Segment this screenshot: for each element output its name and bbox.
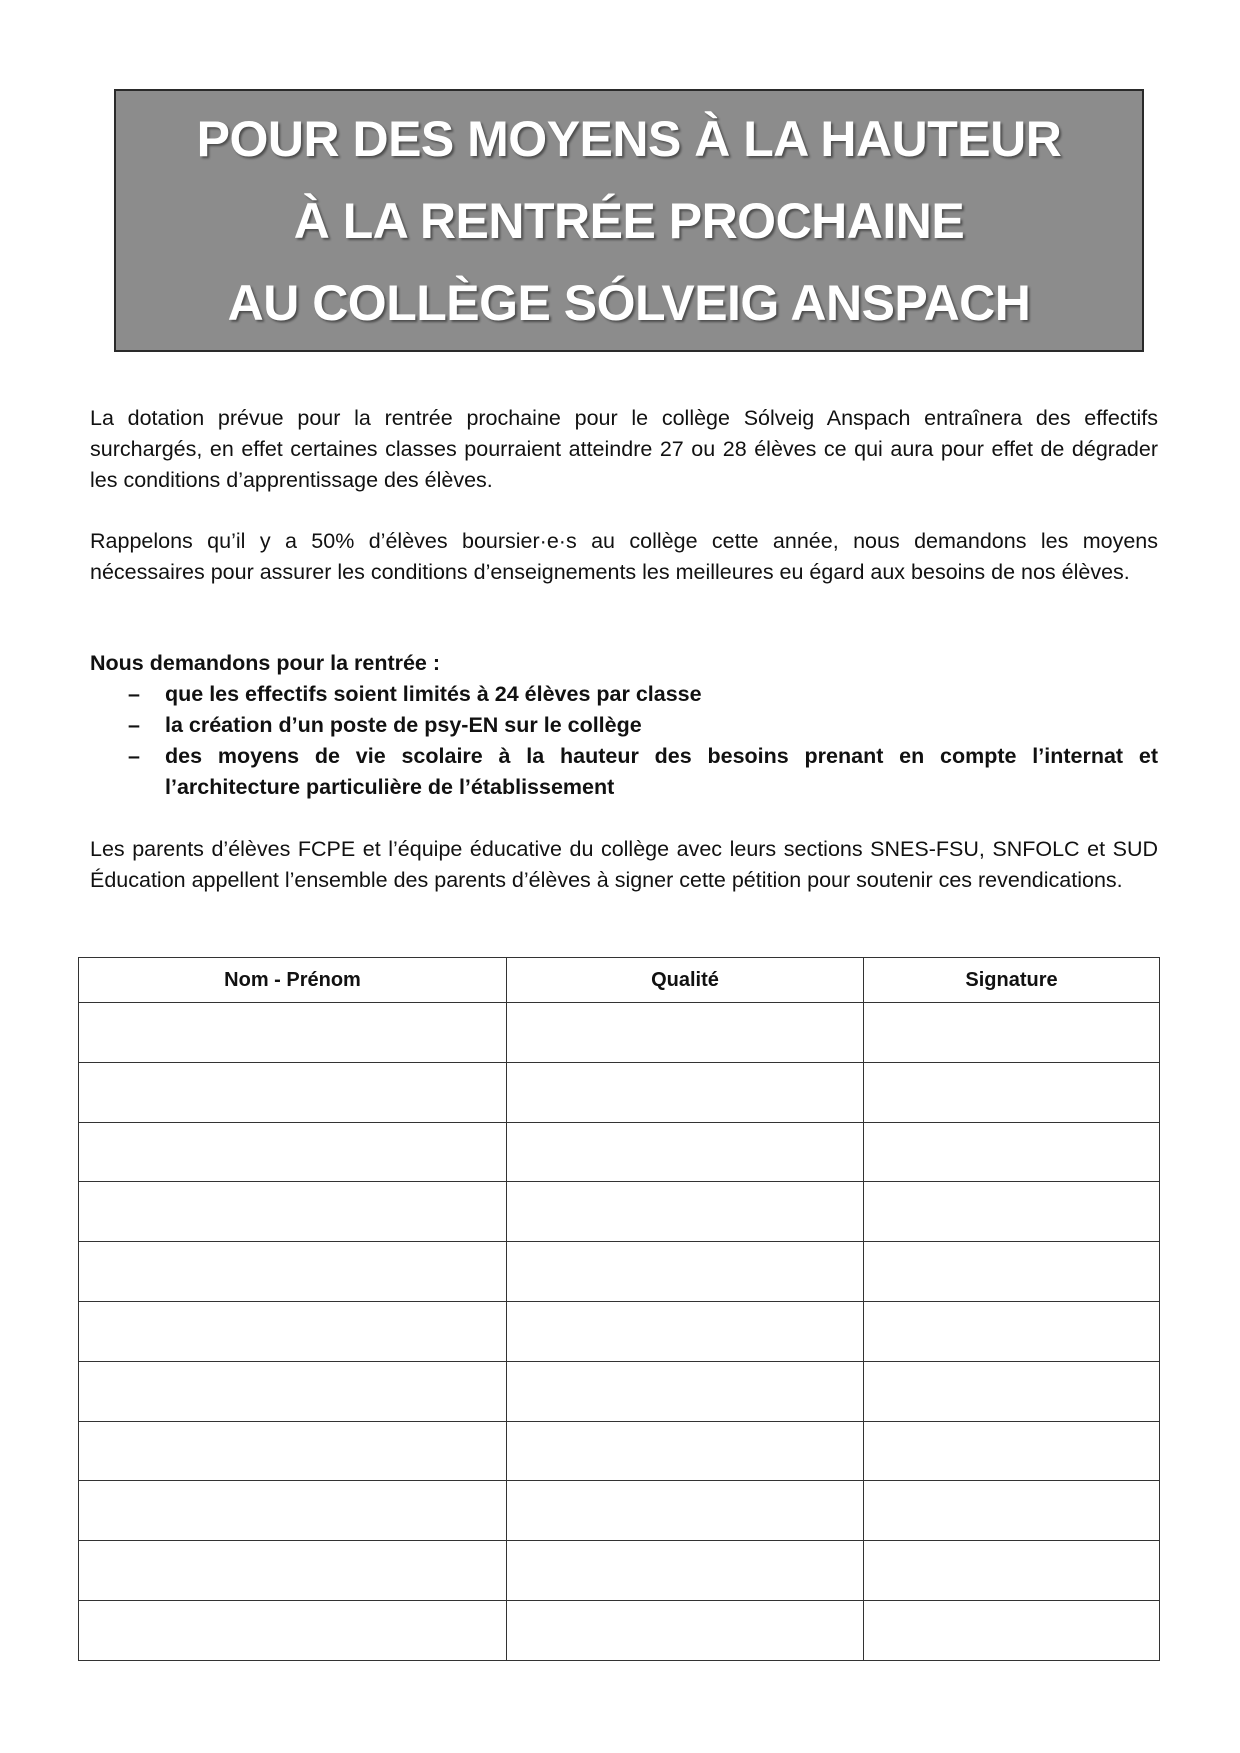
signature-cell[interactable] [864, 1003, 1160, 1063]
signature-table [78, 957, 1160, 1661]
table-row [79, 1421, 1160, 1481]
name-cell[interactable] [79, 1242, 507, 1302]
table-row [79, 1600, 1160, 1660]
table-row [79, 1301, 1160, 1361]
name-cell[interactable] [79, 1421, 507, 1481]
demand-item [90, 741, 1158, 803]
signature-cell[interactable] [864, 1541, 1160, 1601]
column-header-name: Nom - Prénom [79, 958, 507, 1003]
demand-item [90, 679, 1158, 710]
quality-cell[interactable] [507, 1481, 864, 1541]
signature-cell[interactable] [864, 1242, 1160, 1302]
title-banner [114, 89, 1144, 352]
name-cell[interactable] [79, 1541, 507, 1601]
table-row [79, 1541, 1160, 1601]
title-line-1: POUR DES MOYENS À LA HAUTEUR [196, 110, 1062, 167]
quality-cell[interactable] [507, 1182, 864, 1242]
signature-cell[interactable] [864, 1062, 1160, 1122]
column-header-quality: Qualité [507, 958, 864, 1003]
table-row [79, 1062, 1160, 1122]
call-to-sign-paragraph: Les parents d’élèves FCPE et l’équipe éducative du collège avec leurs sections SNES-FSU, SNFOLC et SUD Éducation appellent l’ensemble des parents d’élèves à signer cette pétition pour soutenir ces revendications. [90, 837, 1158, 892]
table-row [79, 1481, 1160, 1541]
intro-paragraph: La dotation prévue pour la rentrée prochaine pour le collège Sólveig Anspach entraînera des effectifs surchargés, en effet certaines classes pourraient atteindre 27 ou 28 élèves ce qui aura pour effet de dégrader les conditions d’apprentissage des élèves. [90, 406, 1158, 492]
table-row [79, 1122, 1160, 1182]
quality-cell[interactable] [507, 1421, 864, 1481]
name-cell[interactable] [79, 1600, 507, 1660]
title-line-2: À LA RENTRÉE PROCHAINE [293, 192, 965, 249]
dash-bullet: – [128, 713, 140, 737]
demands-list [90, 679, 1158, 803]
quality-cell[interactable] [507, 1301, 864, 1361]
name-cell[interactable] [79, 1361, 507, 1421]
table-row [79, 1361, 1160, 1421]
name-cell[interactable] [79, 1003, 507, 1063]
quality-cell[interactable] [507, 1600, 864, 1660]
table-row [79, 1003, 1160, 1063]
signature-cell[interactable] [864, 1301, 1160, 1361]
scholarship-paragraph: Rappelons qu’il y a 50% d’élèves boursier·e·s au collège cette année, nous demandons les moyens nécessaires pour assurer les conditions d’enseignements les meilleures eu égard aux besoins de nos élèves. [90, 529, 1158, 584]
title-line-3: AU COLLÈGE SÓLVEIG ANSPACH [227, 274, 1031, 331]
signature-cell[interactable] [864, 1122, 1160, 1182]
name-cell[interactable] [79, 1062, 507, 1122]
table-row [79, 1242, 1160, 1302]
table-header-row [79, 958, 1160, 1003]
table-row [79, 1182, 1160, 1242]
quality-cell[interactable] [507, 1062, 864, 1122]
dash-bullet: – [128, 682, 140, 706]
name-cell[interactable] [79, 1182, 507, 1242]
demands-heading: Nous demandons pour la rentrée : [90, 651, 441, 675]
signature-rows [79, 1003, 1160, 1661]
demand-text: des moyens de vie scolaire à la hauteur des besoins prenant en compte l’internat et l’architecture particulière de l’établissement [165, 744, 1158, 799]
name-cell[interactable] [79, 1301, 507, 1361]
column-header-signature: Signature [864, 958, 1160, 1003]
demand-text: la création d’un poste de psy-EN sur le collège [165, 713, 642, 737]
demand-text: que les effectifs soient limités à 24 élèves par classe [165, 682, 702, 706]
demand-item [90, 710, 1158, 741]
quality-cell[interactable] [507, 1242, 864, 1302]
demands-section [90, 648, 1158, 803]
signature-cell[interactable] [864, 1481, 1160, 1541]
signature-cell[interactable] [864, 1600, 1160, 1660]
signature-cell[interactable] [864, 1421, 1160, 1481]
dash-bullet: – [128, 744, 140, 768]
name-cell[interactable] [79, 1481, 507, 1541]
name-cell[interactable] [79, 1122, 507, 1182]
quality-cell[interactable] [507, 1361, 864, 1421]
quality-cell[interactable] [507, 1122, 864, 1182]
quality-cell[interactable] [507, 1003, 864, 1063]
signature-cell[interactable] [864, 1182, 1160, 1242]
quality-cell[interactable] [507, 1541, 864, 1601]
signature-cell[interactable] [864, 1361, 1160, 1421]
